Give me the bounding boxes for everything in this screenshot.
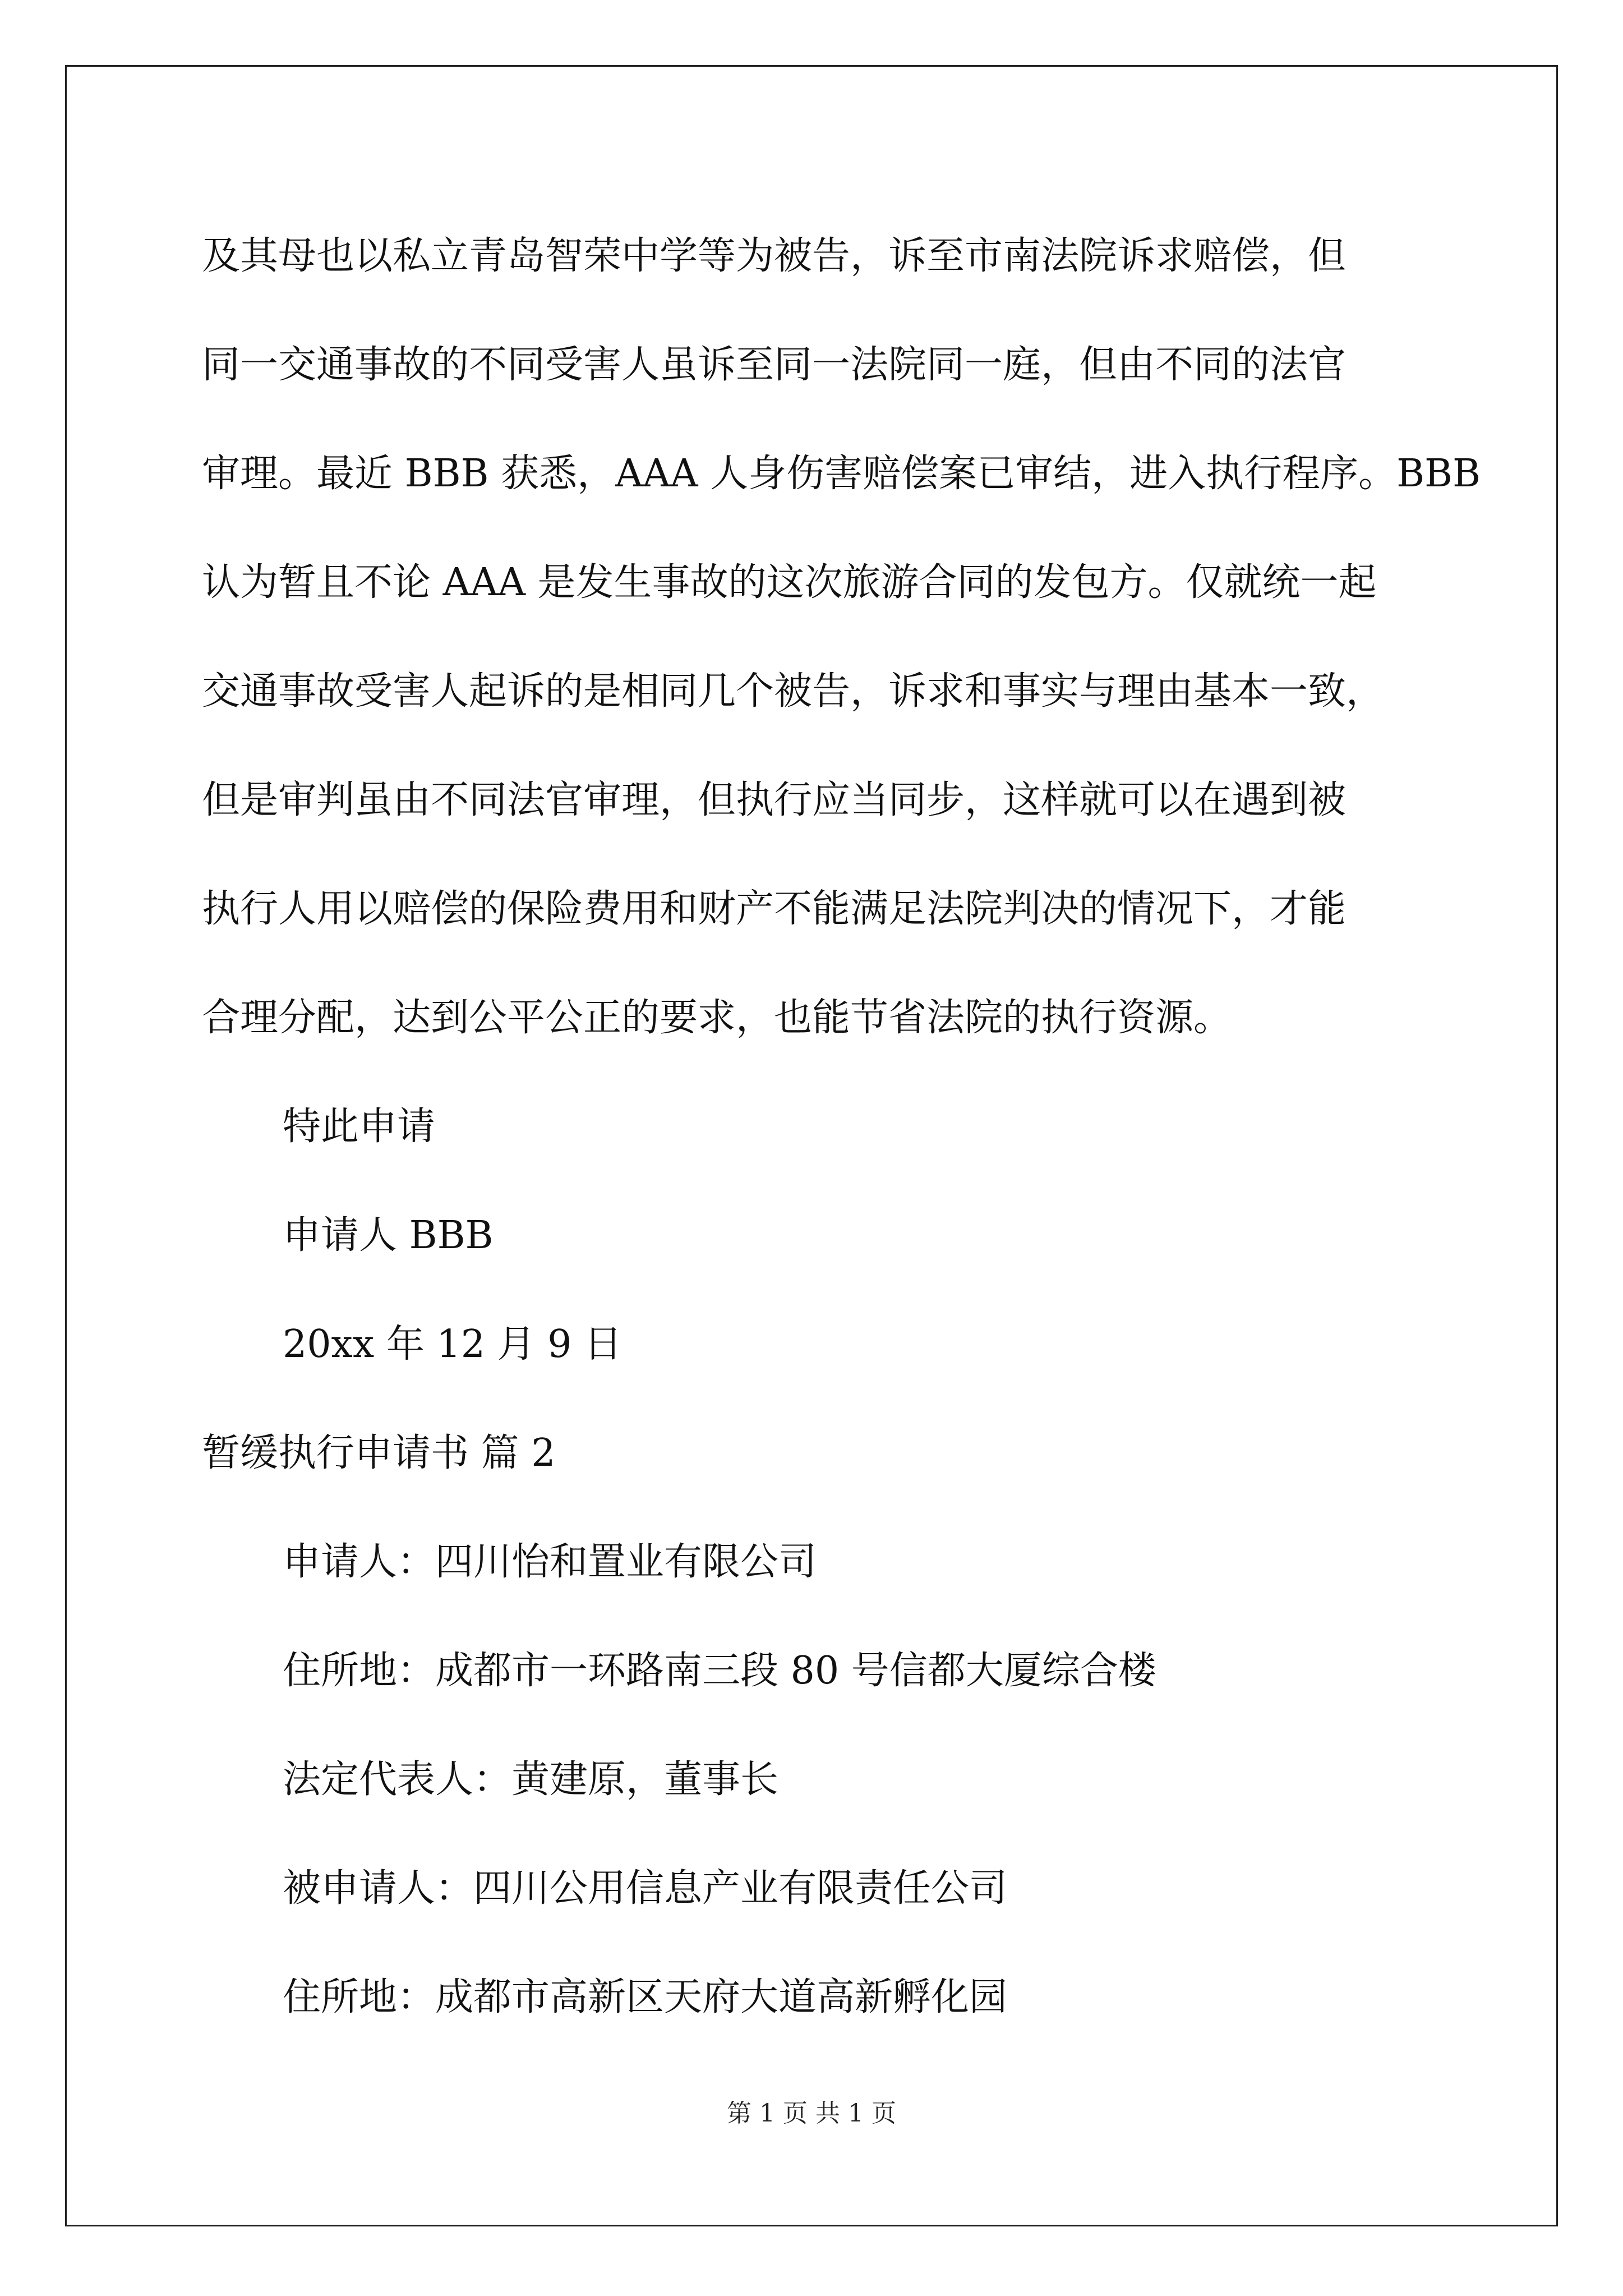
closing-text: 特此申请 [283, 1105, 436, 1149]
section-title: 暂缓执行申请书 篇 2 [202, 1431, 556, 1475]
paragraph-line: 合理分配，达到公平公正的要求，也能节省法院的执行资源。 [202, 996, 1232, 1040]
respondent-line: 被申请人：四川公用信息产业有限责任公司 [283, 1866, 1008, 1911]
paragraph-line: 审理。最近 BBB 获悉，AAA 人身伤害赔偿案已审结，进入执行程序。BBB [202, 452, 1481, 496]
signature-date: 20xx 年 12 月 9 日 [283, 1322, 623, 1366]
applicant-line: 申请人：四川怡和置业有限公司 [283, 1540, 817, 1584]
paragraph-line: 交通事故受害人起诉的是相同几个被告，诉求和事实与理由基本一致， [202, 669, 1385, 714]
applicant-signature: 申请人 BBB [283, 1213, 494, 1258]
paragraph-line: 同一交通事故的不同受害人虽诉至同一法院同一庭，但由不同的法官 [202, 343, 1347, 387]
respondent-address-line: 住所地：成都市高新区天府大道高新孵化园 [283, 1975, 1008, 2019]
page-footer: 第 1 页 共 1 页 [727, 2099, 896, 2128]
legal-representative-line: 法定代表人：黄建原，董事长 [283, 1757, 779, 1802]
applicant-address-line: 住所地：成都市一环路南三段 80 号信都大厦综合楼 [283, 1649, 1156, 1693]
paragraph-line: 但是审判虽由不同法官审理，但执行应当同步，这样就可以在遇到被 [202, 778, 1347, 822]
paragraph-line: 执行人用以赔偿的保险费用和财产不能满足法院判决的情况下，才能 [202, 887, 1347, 931]
paragraph-line: 认为暂且不论 AAA 是发生事故的这次旅游合同的发包方。仅就统一起 [202, 560, 1377, 605]
document-body [202, 202, 1481, 2052]
paragraph-line: 及其母也以私立青岛智荣中学等为被告，诉至市南法院诉求赔偿，但 [202, 234, 1347, 278]
